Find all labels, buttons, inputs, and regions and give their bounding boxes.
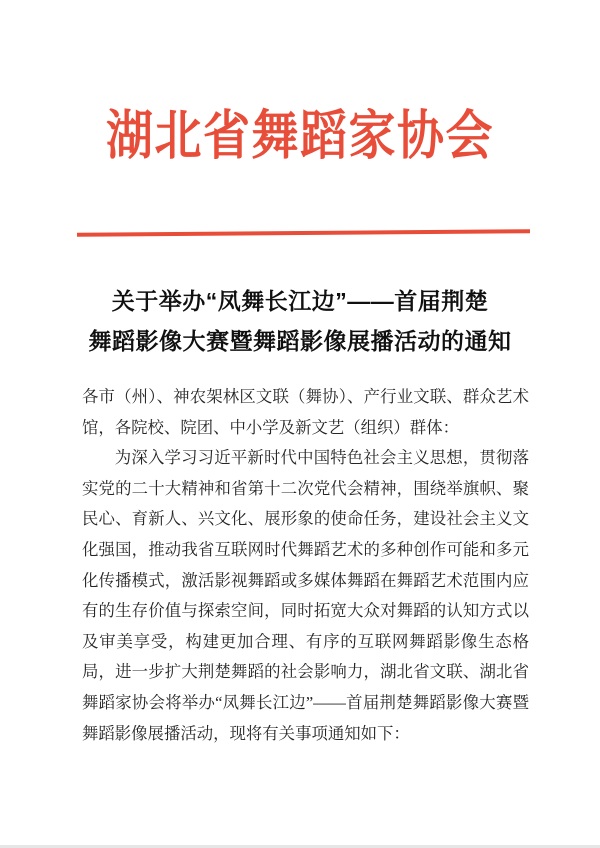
notice-body xyxy=(82,382,529,749)
letterhead-org-name: 湖北省舞蹈家协会 xyxy=(106,107,494,166)
notice-title-line-2: 舞蹈影像大赛暨舞蹈影像展播活动的通知 xyxy=(88,328,512,354)
letterhead-divider-line xyxy=(77,229,530,237)
notice-title-line-1: 关于举办“凤舞长江边”——首届荆楚 xyxy=(111,288,489,314)
salutation-paragraph: 各市（州）、神农架林区文联（舞协）、产行业文联、群众艺术馆，各院校、院团、中小学及新文艺（组织）群体： xyxy=(82,387,529,437)
main-paragraph: 为深入学习习近平新时代中国特色社会主义思想，贯彻落实党的二十大精神和省第十二次党代会精神，围绕举旗帜、聚民心、育新人、兴文化、展形象的使命任务，建设社会主义文化强国，推动我省互联网时代舞蹈艺术的多种创作可能和多元化传播模式，激活影视舞蹈或多媒体舞蹈在舞蹈艺术范围内应有的生存价值与探索空间，同时拓宽大众对舞蹈的认知方式以及审美享受，构建更加合理、有序的互联网舞蹈影像生态格局，进一步扩大荆楚舞蹈的社会影响力，湖北省文联、湖北省舞蹈家协会将举办“凤舞长江边”——首届荆楚舞蹈影像大赛暨舞蹈影像展播活动，现将有关事项通知如下： xyxy=(82,448,529,743)
notice-title xyxy=(0,281,600,361)
